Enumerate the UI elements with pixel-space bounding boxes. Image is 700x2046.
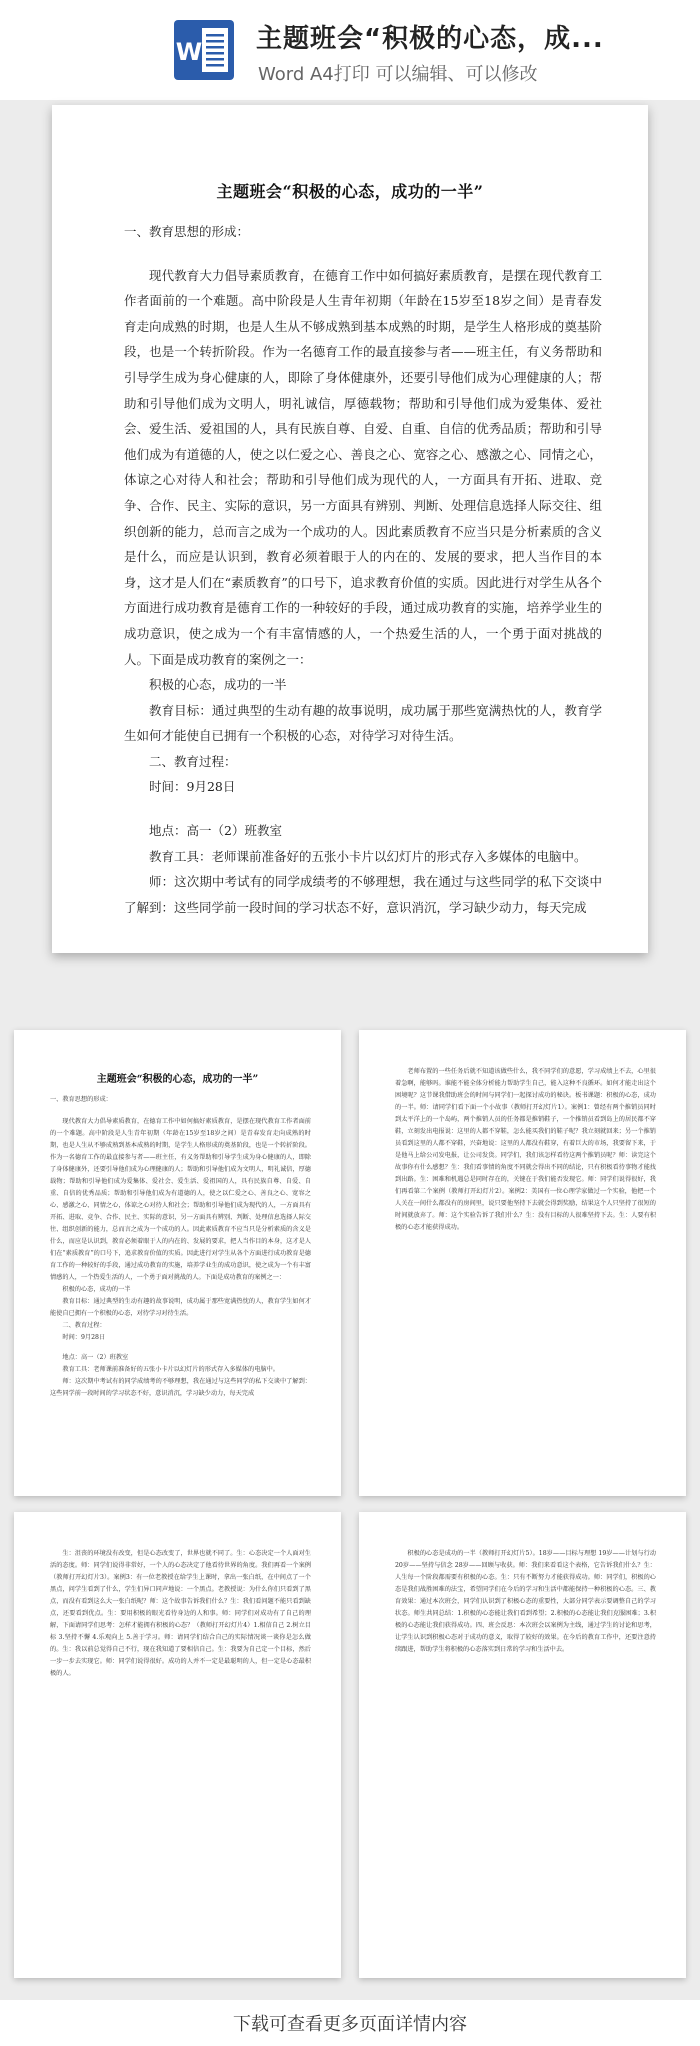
- teacher-line: 师：这次期中考试有的同学成绩考的不够理想，我在通过与这些同学的私下交谈中了解到：这些同学前一段时间的学习状态不好，意识消沉，学习缺少动力，每天完成: [124, 874, 602, 915]
- education-goal: 教育目标：通过典型的生动有趣的故事说明，成功属于那些宽满热忱的人，教育学生如何才能使自已拥有一个积极的心态，对待学习对待生活。: [124, 702, 602, 744]
- thumb-paragraph: 积极的心态，成功的一半: [62, 1286, 131, 1293]
- thumbnail-page-1[interactable]: [14, 1030, 341, 1496]
- word-icon-letter: W: [175, 38, 203, 66]
- thumb-body: [395, 1548, 656, 1656]
- header: [0, 0, 700, 100]
- time-line: 时间：9月28日: [149, 779, 236, 795]
- place-line: 地点：高一（2）班教室: [149, 823, 282, 839]
- thumb-paragraph: 教育目标：通过典型的生动有趣的故事说明，成功属于那些宽满热忱的人，教育学生如何才能使自已拥有一个积极的心态，对待学习对待生活。: [50, 1298, 311, 1317]
- thumb-paragraph: 现代教育大力倡导素质教育，在德育工作中如何搞好素质教育，是摆在现代教育工作者面前的一个难题。高中阶段是人生青年初期（年龄在15岁至18岁之间）是青春发育走向成熟的时期，也是人生从不够成熟到基本成熟的时期，是学生人格形成的奠基阶段，也是一个转折阶段。作为一名德育工作的最直接参与者——班主任，有义务帮助和引导学生成为身心健康的人，即除了身体健康外，还要引导他们成为心理健康的人；帮助和引导他们成为文明人，明礼诚信，厚德载物；帮助和引导他们成为爱集体、爱社会、爱生活、爱祖国的人，具有民族自尊、自爱、自重、自信的优秀品质；帮助和引导他们成为有道德的人，使之以仁爱之心、善良之心、宽容之心、感激之心、同情之心，体谅之心对待人和社会；帮助和引导他们成为现代的人，一方面具有开拓、进取、竞争、合作、民主、实际的意识，另一方面具有辨别、判断、处理信息选择人际交往、组织创新的能力，总而言之成为一个成功的人。因此素质教育不应当只是分析素质的含义是什么，而应是认识到，教育必须着眼于人的内在的、发展的要求，把人当作目的本身，这才是人们在“素质教育”的口号下，追求教育价值的实质。因此进行对学生从各个方面进行成功教育是德育工作的一种较好的手段，通过成功教育的实施，培养学业生的成功意识，使之成为一个有丰富情感的人，一个热爱生活的人，一个勇于面对挑战的人。下面是成功教育的案例之一：: [50, 1118, 311, 1281]
- doc-body: [124, 219, 602, 920]
- thumbnail-page-3[interactable]: [14, 1512, 341, 1978]
- thumb-heading: 一、教育思想的形成：: [50, 1096, 112, 1103]
- case-title: 积极的心态，成功的一半: [149, 677, 287, 693]
- view-more-link[interactable]: 下载可查看更多页面详情内容: [233, 2014, 467, 2035]
- paragraph: 现代教育大力倡导素质教育，在德育工作中如何搞好素质教育，是摆在现代教育工作者面前的一个难题。高中阶段是人生青年初期（年龄在15岁至18岁之间）是青春发育走向成熟的时期，也是人生从不够成熟到基本成熟的时期，是学生人格形成的奠基阶段，也是一个转折阶段。作为一名德育工作的最直接参与者——班主任，有义务帮助和引导学生成为身心健康的人，即除了身体健康外，还要引导他们成为心理健康的人；帮助和引导他们成为文明人，明礼诚信，厚德载物；帮助和引导他们成为爱集体、爱社会、爱生活、爱祖国的人，具有民族自尊、自爱、自重、自信的优秀品质；帮助和引导他们成为有道德的人，使之以仁爱之心、善良之心、宽容之心、感激之心、同情之心，体谅之心对待人和社会；帮助和引导他们成为现代的人，一方面具有开拓、进取、竞争、合作、民主、实际的意识，另一方面具有辨别、判断、处理信息选择人际交往、组织创新的能力，总而言之成为一个成功的人。因此素质教育不应当只是分析素质的含义是什么，而应是认识到，教育必须着眼于人的内在的、发展的要求，把人当作目的本身，这才是人们在“素质教育”的口号下，追求教育价值的实质。因此进行对学生从各个方面进行成功教育是德育工作的一种较好的手段，通过成功教育的实施，培养学业生的成功意识，使之成为一个有丰富情感的人，一个热爱生活的人，一个勇于面对挑战的人。下面是成功教育的案例之一：: [124, 267, 602, 667]
- thumb-paragraph: 老师布置的一些任务后就不知道该做些什么，我不同学们的意愿，学习成绩上不去，心里很着急啊，能够吗。谁能不能全体分析能力帮助学生自己，能入这种不良循环。如何才能走出这个困境呢？这节课我借助班会的时间与同学们一起探讨成功的秘诀。板书课题：积极的心态，成功的一半。师：请同学们看下面一个小故事（教师打开幻灯片1）。案例1：曾经有两个推销员同时到太平洋上的一个岛屿，两个推销人员的任务都是推销鞋子，一个推销员看到岛上的居民都不穿鞋，立刻发出电报说：这里的人都不穿鞋，怎么能买我们的鞋子呢？我立刻就回来；另一个推销员看到这里的人都不穿鞋，兴奋地说：这里的人都没有鞋穿，有着巨大的市场，我要留下来，于是他马上给公司发电报，让公司发货。同学们，我们该怎样看待这两个推销员呢？师：读完这个故事你有什么感想？生：我们看事情的角度不同就会得出不同的结论，只有积极看待事物才能找到出路。生：困难和机遇总是同时存在的，关键在于我们能否发现它。师：同学们说得很好，我们再看第二个案例（教师打开幻灯片2）。案例2：美国有一位心理学家做过一个实验，他把一个人关在一间什么都没有的房间里，说只要他坚持下去就会得到奖励，结果这个人只坚持了很短的时间就放弃了。师：这个实验告诉了我们什么？生：没有目标的人很难坚持下去。生：人要有积极的心态才能获得成功。: [395, 1068, 656, 1231]
- thumb-body: [50, 1548, 311, 1680]
- thumbnail-page-4[interactable]: [359, 1512, 686, 1978]
- thumb-paragraph: 师：这次期中考试有的同学成绩考的不够理想，我在通过与这些同学的私下交谈中了解到：这些同学前一段时间的学习状态不好，意识消沉，学习缺少动力，每天完成: [50, 1378, 311, 1397]
- thumb-title: 主题班会“积极的心态，成功的一半”: [96, 1074, 259, 1085]
- thumb-paragraph: 生：沮丧的环境没有改变，但是心态改变了，世界也就不同了。生：心态决定一个人面对生活的态度。师：同学们说得非常好，一个人的心态决定了他看待世界的角度。我们再看一个案例（教师打开幻灯片3）。案例3：有一位老教授在给学生上课时，拿出一张白纸，在中间点了一个黑点，问学生看到了什么，学生们异口同声地说：一个黑点。老教授说：为什么你们只看到了黑点，而没有看到这么大一张白纸呢？师：这个故事告诉我们什么？生：我们看问题不能只看到缺点，还要看到优点。生：要用积极的眼光看待身边的人和事。师：同学们对成功有了自己的理解，下面请同学们思考：怎样才能拥有积极的心态？（教师打开幻灯片4）1.相信自己 2.树立目标 3.坚持不懈 4.乐观向上 5.善于学习。师：请同学们结合自己的实际情况谈一谈你是怎么做的。生：我以前总觉得自己不行，现在我知道了要相信自己。生：我要为自己定一个目标，然后一步一步去实现它。师：同学们说得很好。成功的人并不一定是最聪明的人，但一定是心态最积极的人。: [50, 1550, 311, 1677]
- thumb-paragraph: 地点：高一（2）班教室: [62, 1354, 129, 1361]
- thumbnail-page-2[interactable]: [359, 1030, 686, 1496]
- thumb-paragraph: 教育工具：老师课前准备好的五张小卡片以幻灯片的形式存入多媒体的电脑中。: [62, 1366, 279, 1373]
- section-heading: 二、教育过程：: [149, 753, 237, 769]
- thumb-body: [395, 1066, 656, 1234]
- doc-title: 主题班会“积极的心态，成功的一半”: [216, 182, 484, 201]
- thumb-body: [50, 1094, 311, 1400]
- word-document-icon: [172, 18, 236, 82]
- thumb-paragraph: 时间：9月28日: [62, 1334, 106, 1341]
- thumb-paragraph: 积极的心态是成功的一半（教师打开幻灯片5）。18岁——目标与理想 19岁——计划与行动 20岁——坚持与信念 28岁——回顾与收获。师：我们来看看这个表格，它告诉我们什么？生：人生每一个阶段都需要有积极的心态。生：只有不断努力才能获得成功。师：同学们，积极的心态是我们战胜困难的法宝，希望同学们在今后的学习和生活中都能保持一种积极的心态。三、教育效果：通过本次班会，同学们认识到了积极心态的重要性，大部分同学表示要调整自己的学习状态。师生共同总结：1.积极的心态能让我们看到希望；2.积极的心态能让我们克服困难；3.积极的心态能让我们获得成功。四、班会反思：本次班会以案例为主线，通过学生的讨论和思考，让学生认识到积极心态对于成功的意义，取得了较好的效果。在今后的教育工作中，还要注意持续跟进，帮助学生将积极的心态落实到日常的学习和生活中去。: [395, 1550, 656, 1653]
- main-page-preview[interactable]: [52, 105, 648, 953]
- tools-line: 教育工具：老师课前准备好的五张小卡片以幻灯片的形式存入多媒体的电脑中。: [149, 848, 587, 864]
- section-heading: 一、教育思想的形成：: [124, 224, 250, 239]
- thumb-paragraph: 二、教育过程：: [62, 1322, 106, 1329]
- document-format-subtitle: Word A4打印 可以编辑、可以修改: [258, 64, 538, 85]
- footer: [0, 2000, 700, 2046]
- document-title-header: 主题班会“积极的心态，成...: [256, 24, 604, 54]
